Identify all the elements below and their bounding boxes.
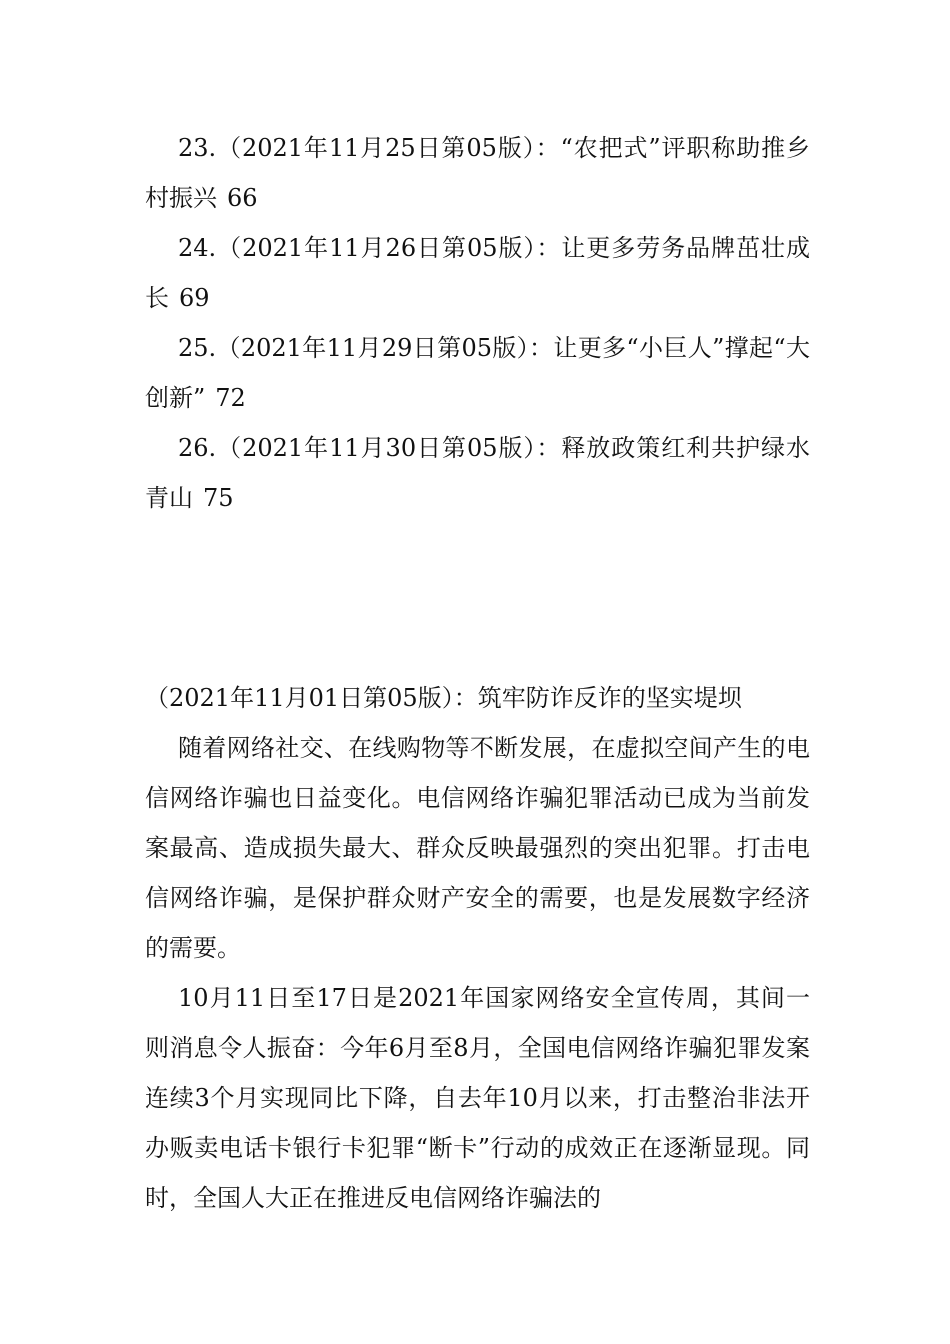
toc-number: 24. bbox=[178, 234, 217, 262]
toc-item[interactable] bbox=[145, 323, 810, 423]
toc-title: （2021年11月26日第05版）：让更多劳务品牌茁壮成长 bbox=[145, 234, 810, 312]
article-paragraph: 10月11日至17日是2021年国家网络安全宣传周，其间一则消息令人振奋：今年6月至8月，全国电信网络诈骗犯罪发案连续3个月实现同比下降，自去年10月以来，打击整治非法开办贩卖电话卡银行卡犯罪“断卡”行动的成效正在逐渐显现。同时，全国人大正在推进反电信网络诈骗法的 bbox=[145, 984, 810, 1212]
toc-title: （2021年11月25日第05版）：“农把式”评职称助推乡村振兴 bbox=[145, 134, 810, 212]
toc-item[interactable] bbox=[145, 423, 810, 523]
toc-page-number: 75 bbox=[203, 484, 234, 512]
toc-number: 23. bbox=[178, 134, 217, 162]
article-headline: （2021年11月01日第05版）：筑牢防诈反诈的坚实堤坝 bbox=[145, 684, 742, 712]
toc-item[interactable] bbox=[145, 223, 810, 323]
toc-page-number: 66 bbox=[227, 184, 258, 212]
toc-number: 25. bbox=[178, 334, 217, 362]
toc-item[interactable] bbox=[145, 123, 810, 223]
toc-title: （2021年11月30日第05版）：释放政策红利共护绿水青山 bbox=[145, 434, 810, 512]
article-paragraph: 随着网络社交、在线购物等不断发展，在虚拟空间产生的电信网络诈骗也日益变化。电信网络诈骗犯罪活动已成为当前发案最高、造成损失最大、群众反映最强烈的突出犯罪。打击电信网络诈骗，是保护群众财产安全的需要，也是发展数字经济的需要。 bbox=[145, 734, 810, 962]
toc-page-number: 72 bbox=[215, 384, 246, 412]
toc-number: 26. bbox=[178, 434, 217, 462]
toc-page-number: 69 bbox=[179, 284, 210, 312]
toc-title: （2021年11月29日第05版）：让更多“小巨人”撑起“大创新” bbox=[145, 334, 810, 412]
